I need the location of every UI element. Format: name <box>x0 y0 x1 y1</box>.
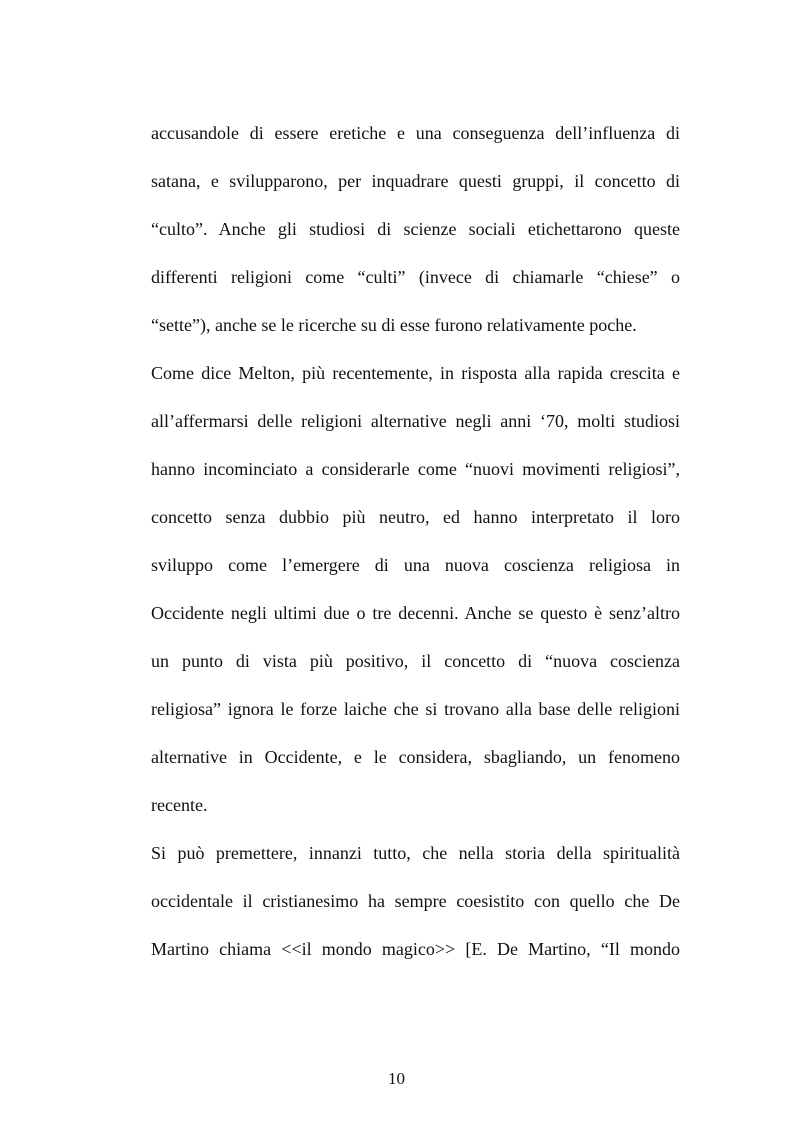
text-line-5: “sette”), anche se le ricerche su di esse furono relativamente poche. <box>151 315 637 335</box>
page-number: 10 <box>388 1069 405 1088</box>
text-line-6: Come dice Melton, più recentemente, in risposta alla rapida crescita e <box>151 363 680 383</box>
text-line-11: Occidente negli ultimi due o tre decenni. Anche se questo è senz’altro <box>151 603 680 623</box>
text-line-14: alternative in Occidente, e le considera, sbagliando, un fenomeno <box>151 747 680 767</box>
text-line-10: sviluppo come l’emergere di una nuova coscienza religiosa in <box>151 555 680 575</box>
text-line-7: all’affermarsi delle religioni alternative negli anni ‘70, molti studiosi <box>151 411 680 431</box>
text-line-1: accusandole di essere eretiche e una conseguenza dell’influenza di <box>151 123 680 143</box>
text-line-4: differenti religioni come “culti” (invece di chiamarle “chiese” o <box>151 267 680 287</box>
text-line-12: un punto di vista più positivo, il concetto di “nuova coscienza <box>151 651 680 671</box>
text-line-13: religiosa” ignora le forze laiche che si trovano alla base delle religioni <box>151 699 680 719</box>
text-line-16: Si può premettere, innanzi tutto, che nella storia della spiritualità <box>151 843 680 863</box>
text-line-3: “culto”. Anche gli studiosi di scienze sociali etichettarono queste <box>151 219 680 239</box>
text-line-18: Martino chiama <<il mondo magico>> [E. De Martino, “Il mondo <box>151 939 680 959</box>
text-line-17: occidentale il cristianesimo ha sempre coesistito con quello che De <box>151 891 680 911</box>
text-line-15: recente. <box>151 795 208 815</box>
text-line-9: concetto senza dubbio più neutro, ed hanno interpretato il loro <box>151 507 680 527</box>
text-line-2: satana, e svilupparono, per inquadrare questi gruppi, il concetto di <box>151 171 680 191</box>
text-line-8: hanno incominciato a considerarle come “nuovi movimenti religiosi”, <box>151 459 680 479</box>
